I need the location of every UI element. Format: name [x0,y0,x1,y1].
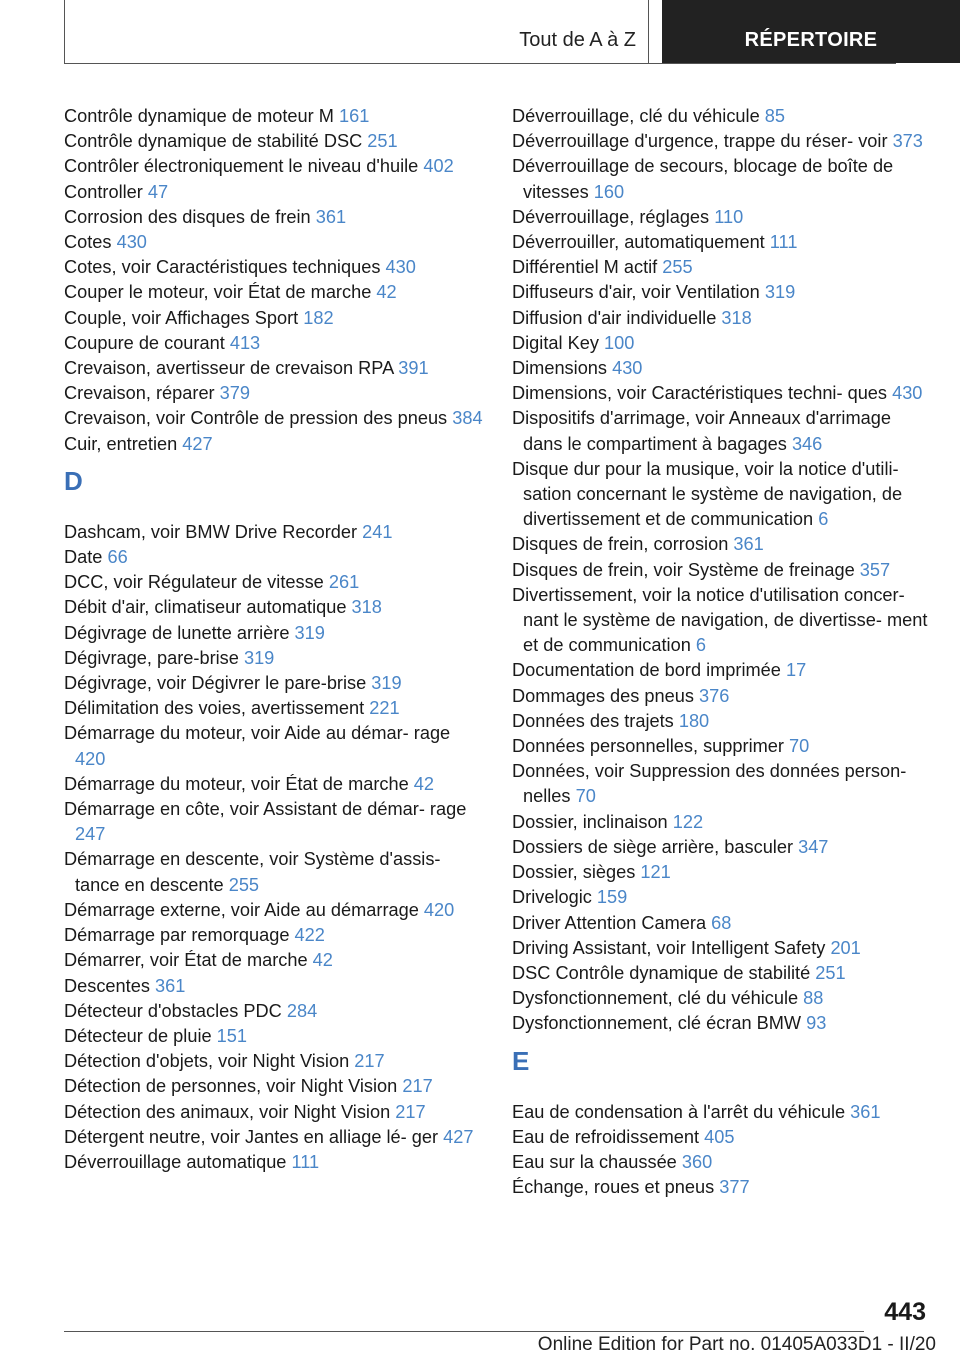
index-entry [64,999,484,1024]
page-reference-link[interactable]: 251 [815,962,846,983]
index-entry [512,1125,932,1150]
index-entry [64,570,484,595]
page-reference-link[interactable]: 319 [243,647,275,668]
page-reference-link[interactable]: 42 [312,950,333,971]
index-entry-term: Dispositifs d'arrimage, voir Anneaux d'arrimage dans le compartiment à bagages [512,408,891,454]
page-reference-link[interactable]: 377 [719,1177,750,1198]
page-reference-link[interactable]: 430 [385,257,416,278]
index-entry [64,898,484,923]
index-entry-term: Délimitation des voies, avertissement [64,698,370,719]
page-reference-link[interactable]: 180 [678,710,710,731]
page-reference-link[interactable]: 391 [398,358,429,379]
index-entry [512,532,932,557]
page-reference-link[interactable]: 17 [785,660,807,681]
page-reference-link[interactable]: 217 [402,1076,433,1097]
page-reference-link[interactable]: 85 [764,106,785,126]
page-reference-link[interactable]: 319 [371,673,402,694]
index-entry-term: Détergent neutre, voir Jantes en alliage lé‐ ger [64,1126,444,1147]
index-entry [512,331,932,356]
index-entry-term: Driving Assistant, voir Intelligent Safety [512,937,831,958]
page-reference-link[interactable]: 221 [369,698,400,719]
index-entry [64,1150,484,1175]
index-entry-term: Cotes [64,232,117,253]
page-reference-link[interactable]: 66 [107,547,128,568]
index-entry [512,1150,932,1175]
index-entry [64,595,484,620]
index-entry [64,331,484,356]
index-entry-term: Déverrouillage, clé du véhicule [512,106,765,126]
index-entry [512,255,932,280]
index-entry [512,684,932,709]
index-entry [512,835,932,860]
page-reference-link[interactable]: 379 [219,383,251,404]
index-entry [64,154,484,179]
index-entry [64,1074,484,1099]
index-entry-term: Couple, voir Affichages Sport [64,307,304,328]
page-reference-link[interactable]: 360 [681,1151,713,1172]
index-entry [512,280,932,305]
index-entry-term: Différentiel M actif [512,257,663,278]
index-entry-term: Démarrage en côte, voir Assistant de démar‐ rage [64,799,467,820]
page-reference-link[interactable]: 159 [596,887,628,908]
index-entry [64,381,484,406]
page-reference-link[interactable]: 241 [362,521,393,542]
index-entry [512,810,932,835]
index-entry-term: Diffusion d'air individuelle [512,307,722,328]
index-entry [512,911,932,936]
index-entry [512,885,932,910]
page-reference-link[interactable]: 346 [791,433,823,454]
edition-note: Online Edition for Part no. 01405A033D1 - II/20 [537,1334,936,1355]
index-entry [64,280,484,305]
index-letter-heading: E [512,1045,530,1076]
page-reference-link[interactable]: 70 [575,786,596,807]
index-entry [64,948,484,973]
page-reference-link[interactable]: 413 [229,332,261,353]
page-reference-link[interactable]: 88 [803,988,824,1009]
index-entry-term: Détection d'objets, voir Night Vision [64,1051,355,1072]
index-entry-term: Détecteur d'obstacles PDC [64,1000,287,1021]
index-entry [512,860,932,885]
index-entry-term: Digital Key [512,332,604,353]
index-entry-term: Couper le moteur, voir État de marche [64,282,377,303]
index-entry-term: Crevaison, réparer [64,383,220,404]
index-entry-term: Démarrage en descente, voir Système d'assis‐ tance en descente [64,849,441,895]
index-entry [64,545,484,570]
index-entry [64,1049,484,1074]
index-entry [64,974,484,999]
page-reference-link[interactable]: 319 [764,282,796,303]
index-entry-term: Disque dur pour la musique, voir la notice d'utili‐ sation concernant le système de navigation, de divertissement et de communication [512,458,903,530]
index-entry-term: Disques de frein, voir Système de freinage [512,559,860,580]
index-entry [512,356,932,381]
index-entry-term: Corrosion des disques de frein [64,206,316,227]
index-entry [64,255,484,280]
page-reference-link[interactable]: 251 [367,131,398,152]
index-entry [64,1125,484,1150]
index-entry [512,583,932,659]
index-entry-term: Dossiers de siège arrière, basculer [512,836,799,857]
index-entry-term: Eau de refroidissement [512,1126,705,1147]
index-entry [512,406,932,456]
index-entry-term: Dégivrage de lunette arrière [64,622,295,643]
index-entry-term: Coupure de courant [64,332,230,353]
page-reference-link[interactable]: 318 [721,307,752,328]
index-entry-term: Documentation de bord imprimée [512,660,786,681]
index-entry-term: Dossier, inclinaison [512,811,673,832]
index-entry [512,936,932,961]
index-entry-term: Dégivrage, pare-brise [64,647,244,668]
page-reference-link[interactable]: 42 [376,282,397,303]
index-entry-term: DSC Contrôle dynamique de stabilité [512,962,816,983]
index-entry [512,1175,932,1200]
index-entry-term: Diffuseurs d'air, voir Ventilation [512,282,765,303]
index-entry-term: Démarrage du moteur, voir Aide au démar‐ rage [64,723,451,744]
index-entry [64,621,484,646]
page-reference-link[interactable]: 420 [423,899,455,920]
index-entry-term: Démarrage par remorquage [64,925,295,946]
index-entry [512,986,932,1011]
footer-rule [64,1331,864,1332]
page-reference-link[interactable]: 217 [395,1101,426,1122]
page-reference-link[interactable]: 384 [452,408,483,429]
index-entry-term: Débit d'air, climatiseur automatique [64,597,352,618]
index-entry [512,306,932,331]
page-reference-link[interactable]: 111 [291,1151,320,1172]
index-entry-term: Cotes, voir Caractéristiques techniques [64,257,386,278]
page-reference-link[interactable]: 284 [286,1000,318,1021]
index-entry [512,1100,932,1125]
index-entry-term: Déverrouillage d'urgence, trappe du réser‐ voir [512,131,893,152]
page-reference-link[interactable]: 319 [294,622,325,643]
page-reference-link[interactable]: 361 [733,534,764,555]
index-entry-term: Dossier, sièges [512,862,641,883]
index-entry-term: Date [64,547,108,568]
index-entry-term: Déverrouillage de secours, blocage de boîte de vitesses [512,156,894,202]
page-reference-link[interactable]: 100 [604,332,635,353]
index-entry [64,129,484,154]
page-reference-link[interactable]: 361 [154,975,186,996]
index-entry-term: Démarrage du moteur, voir État de marche [64,773,414,794]
page-reference-link[interactable]: 361 [850,1101,881,1122]
page-reference-link[interactable]: 110 [714,206,744,227]
page-reference-link[interactable]: 261 [328,572,360,593]
index-entry-term: Déverrouillage automatique [64,1151,292,1172]
index-entry-term: Détecteur de pluie [64,1025,217,1046]
index-entry [512,759,932,809]
page-reference-link[interactable]: 357 [859,559,891,580]
index-entry-term: Déverrouiller, automatiquement [512,232,770,253]
page-reference-link[interactable]: 427 [443,1126,474,1147]
index-letter-heading: D [64,465,83,496]
index-entry-term: Dimensions [512,358,613,379]
page-reference-link[interactable]: 318 [351,597,382,618]
index-column-left [64,104,484,1175]
index-entry [512,230,932,255]
page-reference-link[interactable]: 373 [892,131,923,152]
page-reference-link[interactable]: 430 [116,232,147,253]
page-reference-link[interactable]: 255 [662,257,693,278]
index-entry-term: Dommages des pneus [512,685,700,706]
page-reference-link[interactable]: 405 [704,1126,735,1147]
page-reference-link[interactable]: 361 [315,206,347,227]
page-reference-link[interactable]: 347 [798,836,829,857]
page-reference-link[interactable]: 201 [830,937,861,958]
page-reference-link[interactable]: 161 [338,106,370,126]
page-reference-link[interactable]: 6 [818,509,829,530]
index-entry [64,406,484,431]
page-reference-link[interactable]: 402 [423,156,454,177]
index-entry [64,180,484,205]
page-reference-link[interactable]: 47 [147,181,169,202]
page-reference-link[interactable]: 42 [413,773,434,794]
index-column-right [512,104,932,1200]
page-reference-link[interactable]: 70 [789,736,810,757]
page-reference-link[interactable]: 430 [892,383,923,404]
index-entry [512,381,932,406]
header-rule [64,63,896,64]
index-entry [64,923,484,948]
index-entry-term: Cuir, entretien [64,433,183,454]
index-entry [512,154,932,204]
index-entry [64,646,484,671]
index-entry-term: Dimensions, voir Caractéristiques techni‐ ques [512,383,893,404]
page-reference-link[interactable]: 430 [612,358,643,379]
index-entry-term: Crevaison, avertisseur de crevaison RPA [64,358,399,379]
index-entry [512,129,932,154]
index-entry-term: Driver Attention Camera [512,912,712,933]
index-entry [512,1011,932,1036]
index-entry-term: Crevaison, voir Contrôle de pression des pneus [64,408,453,429]
index-entry [64,520,484,545]
index-entry-term: Détection de personnes, voir Night Vision [64,1076,403,1097]
index-entry [64,671,484,696]
page-reference-link[interactable]: 121 [640,862,671,883]
index-entry-term: Dysfonctionnement, clé écran BMW [512,1013,807,1034]
index-entry [512,658,932,683]
index-entry [64,847,484,897]
index-entry [64,797,484,847]
index-entry-term: Données personnelles, supprimer [512,736,790,757]
index-entry-term: Eau sur la chaussée [512,1151,682,1172]
index-entry-term: Divertissement, voir la notice d'utilisation concer‐ nant le système de navigation, de divertisse‐ ment et de communication [512,584,928,656]
page-reference-link[interactable]: 111 [769,232,798,253]
page-reference-link[interactable]: 247 [75,824,106,845]
index-entry [64,230,484,255]
index-entry-term: Démarrer, voir État de marche [64,950,313,971]
page-reference-link[interactable]: 68 [711,912,732,933]
page-reference-link[interactable]: 217 [354,1051,385,1072]
page-reference-link[interactable]: 420 [75,748,106,769]
index-entry [64,104,484,129]
section-title-tab[interactable] [64,0,649,63]
index-entry-term: Contrôle dynamique de stabilité DSC [64,131,368,152]
index-entry [64,1100,484,1125]
section-title: Tout de A à Z [519,29,636,51]
page-reference-link[interactable]: 422 [294,925,325,946]
index-entry-term: Détection des animaux, voir Night Vision [64,1101,396,1122]
index-entry-term: Données, voir Suppression des données person‐ nelles [512,761,907,807]
index-entry-term: Déverrouillage, réglages [512,206,715,227]
index-entry [512,457,932,533]
index-entry-term: Données des trajets [512,710,679,731]
index-entry [512,734,932,759]
index-entry [64,205,484,230]
page-reference-link[interactable]: 427 [182,433,213,454]
page-reference-link[interactable]: 6 [695,635,706,656]
page-reference-link[interactable]: 160 [593,181,625,202]
page-reference-link[interactable]: 255 [228,874,260,895]
index-entry-term: Drivelogic [512,887,597,908]
index-entry-term: Eau de condensation à l'arrêt du véhicule [512,1101,851,1122]
index-entry-term: Dashcam, voir BMW Drive Recorder [64,521,363,542]
index-entry-term: Dysfonctionnement, clé du véhicule [512,988,804,1009]
index-entry-term: Échange, roues et pneus [512,1177,720,1198]
index-entry-term: Disques de frein, corrosion [512,534,734,555]
index-entry [512,709,932,734]
index-entry-term: Démarrage externe, voir Aide au démarrage [64,899,424,920]
index-entry [512,205,932,230]
page-reference-link[interactable]: 151 [216,1025,248,1046]
index-entry [64,432,484,457]
index-entry [64,721,484,771]
page-reference-link[interactable]: 122 [672,811,704,832]
index-entry [64,772,484,797]
page-reference-link[interactable]: 93 [806,1013,827,1034]
index-entry-term: Contrôler électroniquement le niveau d'huile [64,156,424,177]
page-number: 443 [884,1298,926,1326]
chapter-title: RÉPERTOIRE [744,29,878,51]
index-entry [64,696,484,721]
index-entry-term: Dégivrage, voir Dégivrer le pare-brise [64,673,372,694]
index-entry [64,1024,484,1049]
index-entry-term: Descentes [64,975,155,996]
index-entry [512,104,932,129]
chapter-tab[interactable] [662,0,960,63]
index-entry [64,306,484,331]
index-entry-term: DCC, voir Régulateur de vitesse [64,572,329,593]
index-entry [512,558,932,583]
index-entry [512,961,932,986]
index-entry-term: Contrôle dynamique de moteur M [64,106,339,126]
page-reference-link[interactable]: 182 [303,307,334,328]
index-entry [64,356,484,381]
index-entry-term: Controller [64,181,148,202]
page-reference-link[interactable]: 376 [699,685,730,706]
